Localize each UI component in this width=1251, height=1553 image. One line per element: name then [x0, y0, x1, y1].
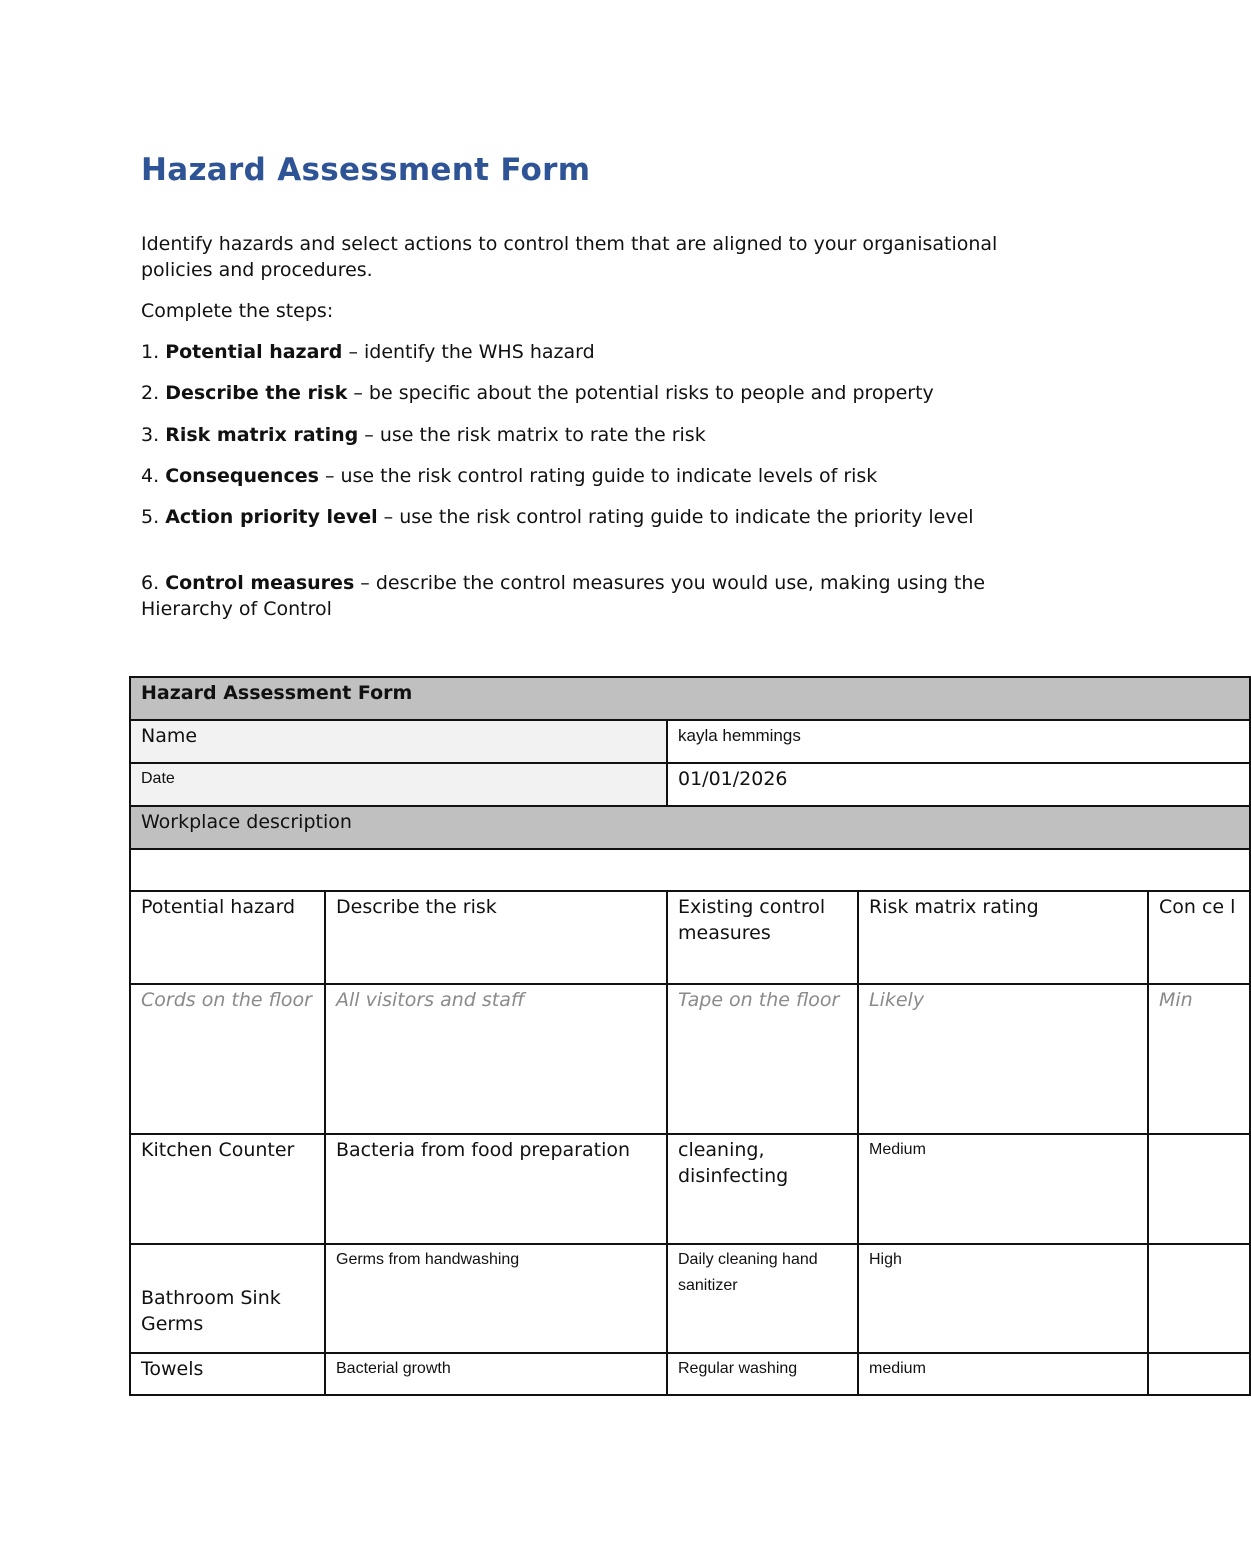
workplace-description-label: Workplace description: [130, 806, 1250, 849]
step-1: [141, 339, 1051, 365]
table-cell[interactable]: cleaning, disinfecting: [667, 1134, 858, 1244]
column-header: Existing control measures: [667, 891, 858, 984]
table-cell[interactable]: High: [858, 1244, 1148, 1353]
table-column-headers: [130, 891, 1250, 984]
table-cell[interactable]: Bacterial growth: [325, 1353, 667, 1395]
cell-text: Bathroom Sink Germs: [141, 1287, 281, 1335]
name-label: Name: [130, 720, 667, 763]
step-number: 2.: [141, 382, 160, 404]
step-title: Action priority level: [165, 506, 378, 528]
step-number: 3.: [141, 424, 160, 446]
table-cell[interactable]: [1148, 1134, 1250, 1244]
step-text: – describe the control measures you would use, making using the Hierarchy of Control: [141, 572, 986, 620]
column-header: Risk matrix rating: [858, 891, 1148, 984]
table-header: Hazard Assessment Form: [130, 677, 1250, 720]
column-header: Describe the risk: [325, 891, 667, 984]
table-cell: All visitors and staff: [325, 984, 667, 1134]
table-cell: Min: [1148, 984, 1250, 1134]
step-text: – use the risk matrix to rate the risk: [358, 424, 706, 446]
step-3: [141, 422, 1051, 448]
hazard-assessment-table: [129, 676, 1251, 1396]
step-title: Potential hazard: [165, 341, 343, 363]
column-header: Con ce l: [1148, 891, 1250, 984]
step-number: 5.: [141, 506, 160, 528]
table-cell[interactable]: Germs from handwashing: [325, 1244, 667, 1353]
date-field[interactable]: 01/01/2026: [667, 763, 1250, 806]
table-row: [130, 1244, 1250, 1353]
intro-paragraph: Identify hazards and select actions to control them that are aligned to your organisational policies and procedures.: [141, 233, 998, 281]
table-cell: Cords on the floor: [130, 984, 325, 1134]
workplace-description-field[interactable]: [130, 849, 1250, 891]
step-title: Control measures: [165, 572, 355, 594]
table-cell[interactable]: Towels: [130, 1353, 325, 1395]
step-text: – use the risk control rating guide to indicate the priority level: [377, 506, 974, 528]
step-text: – identify the WHS hazard: [342, 341, 595, 363]
step-6: [141, 570, 1021, 622]
table-cell[interactable]: medium: [858, 1353, 1148, 1395]
complete-steps-label: Complete the steps:: [141, 300, 334, 322]
step-number: 1.: [141, 341, 160, 363]
table-cell[interactable]: [130, 1244, 325, 1353]
step-title: Risk matrix rating: [165, 424, 359, 446]
step-title: Consequences: [165, 465, 319, 487]
step-title: Describe the risk: [165, 382, 348, 404]
step-4: [141, 463, 1051, 489]
table-row: [130, 1353, 1250, 1395]
name-field[interactable]: kayla hemmings: [667, 720, 1250, 763]
step-5: [141, 504, 1041, 530]
table-cell: Tape on the floor: [667, 984, 858, 1134]
column-header: Potential hazard: [130, 891, 325, 984]
date-label: Date: [130, 763, 667, 806]
step-2: [141, 380, 1051, 406]
table-cell[interactable]: [1148, 1353, 1250, 1395]
table-cell: Likely: [858, 984, 1148, 1134]
table-cell[interactable]: Regular washing: [667, 1353, 858, 1395]
table-cell[interactable]: Daily cleaning hand sanitizer: [667, 1244, 858, 1353]
step-number: 6.: [141, 572, 160, 594]
step-number: 4.: [141, 465, 160, 487]
table-cell[interactable]: Kitchen Counter: [130, 1134, 325, 1244]
table-cell[interactable]: [1148, 1244, 1250, 1353]
page-title: Hazard Assessment Form: [141, 152, 591, 188]
table-cell[interactable]: Bacteria from food preparation: [325, 1134, 667, 1244]
step-text: – use the risk control rating guide to indicate levels of risk: [318, 465, 878, 487]
table-cell[interactable]: Medium: [858, 1134, 1148, 1244]
step-text: – be specific about the potential risks to people and property: [347, 382, 934, 404]
table-row-example: [130, 984, 1250, 1134]
table-row: [130, 1134, 1250, 1244]
